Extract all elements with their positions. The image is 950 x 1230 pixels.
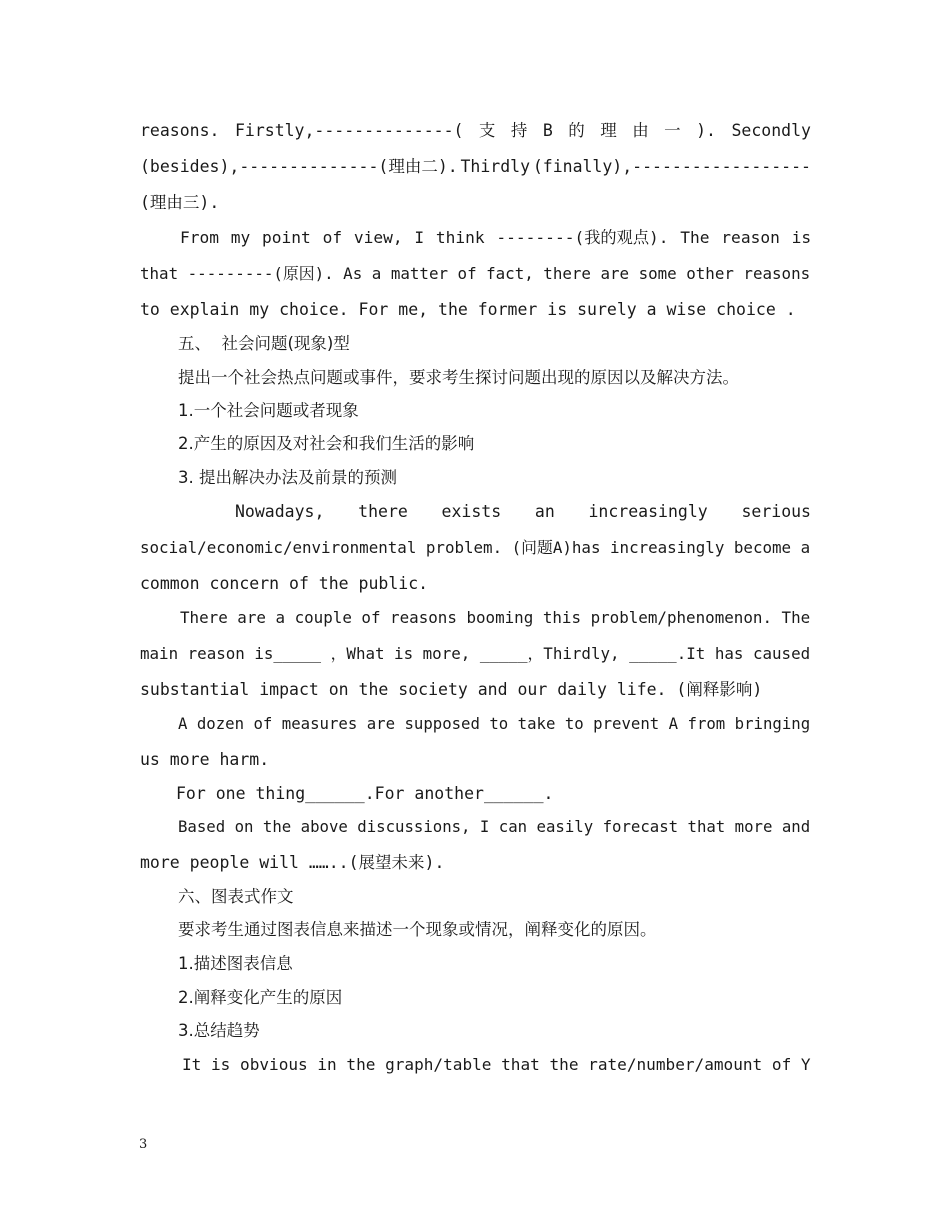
section-heading: 六、图表式作文 (178, 887, 294, 906)
list-item: 3.总结趋势 (178, 1021, 260, 1040)
word: (besides),--------------(理由二). (140, 157, 458, 176)
section-heading: 五、 社会问题(现象)型 (178, 334, 350, 353)
paragraph-line: (理由三). (140, 193, 220, 212)
list-item: 1.描述图表信息 (178, 954, 293, 973)
paragraph-line: us more harm. (140, 750, 270, 769)
word: Secondly (731, 121, 811, 140)
paragraph-line: that ---------(原因). As a matter of fact, there are some other reasons (140, 264, 811, 283)
word: there (358, 502, 408, 521)
word: Nowadays, (235, 502, 325, 521)
paragraph-line: A dozen of measures are supposed to take to prevent A from bringing (178, 714, 811, 733)
word: Thirdly (460, 157, 531, 176)
word: an (534, 502, 555, 521)
list-item: 2.阐释变化产生的原因 (178, 988, 343, 1007)
word: 的 (568, 121, 585, 140)
paragraph-line: main reason is_____ ，What is more, _____，Thirdly, _____.It has caused (140, 644, 811, 663)
paragraph-line: Based on the above discussions, I can easily forecast that more and (178, 817, 811, 836)
word: reasons. (140, 121, 220, 140)
word: Firstly,--------------( (234, 121, 464, 140)
page-number: 3 (139, 1137, 148, 1152)
word: increasingly (588, 502, 708, 521)
paragraph-line: 要求考生通过图表信息来描述一个现象或情况，阐释变化的原因。 (178, 920, 657, 939)
paragraph-line: From my point of view, I think --------(我的观点). The reason is (180, 228, 812, 247)
paragraph-line: substantial impact on the society and our daily life. (阐释影响) (140, 680, 763, 699)
word: 持 (510, 121, 528, 140)
paragraph-line: social/economic/environmental problem. (问题A)has increasingly become a (140, 538, 811, 557)
list-item: 2.产生的原因及对社会和我们生活的影响 (178, 434, 475, 453)
word: 理 (600, 121, 617, 140)
paragraph-line: There are a couple of reasons booming this problem/phenomenon. The (180, 608, 811, 627)
paragraph-line: to explain my choice. For me, the former is surely a wise choice . (140, 300, 796, 319)
word: serious (741, 502, 811, 521)
word: 由 (632, 121, 649, 140)
word: exists (441, 502, 502, 521)
word: (finally),------------------ (532, 157, 811, 176)
paragraph-line (140, 120, 811, 142)
list-item: 3. 提出解决办法及前景的预测 (178, 468, 397, 487)
paragraph-line: more people will ……..(展望未来). (140, 853, 445, 872)
paragraph-line: 提出一个社会热点问题或事件，要求考生探讨问题出现的原因以及解决方法。 (178, 368, 739, 387)
word: 支 (478, 121, 496, 140)
paragraph-line: It is obvious in the graph/table that the rate/number/amount of Y (182, 1055, 811, 1074)
paragraph-line (140, 156, 811, 178)
paragraph-line: For one thing______.For another______. (176, 784, 554, 803)
paragraph-line (235, 501, 811, 523)
word: ). (696, 121, 716, 140)
word: 一 (664, 121, 681, 140)
paragraph-line: common concern of the public. (140, 574, 429, 593)
list-item: 1.一个社会问题或者现象 (178, 401, 359, 420)
word: B (542, 121, 553, 140)
